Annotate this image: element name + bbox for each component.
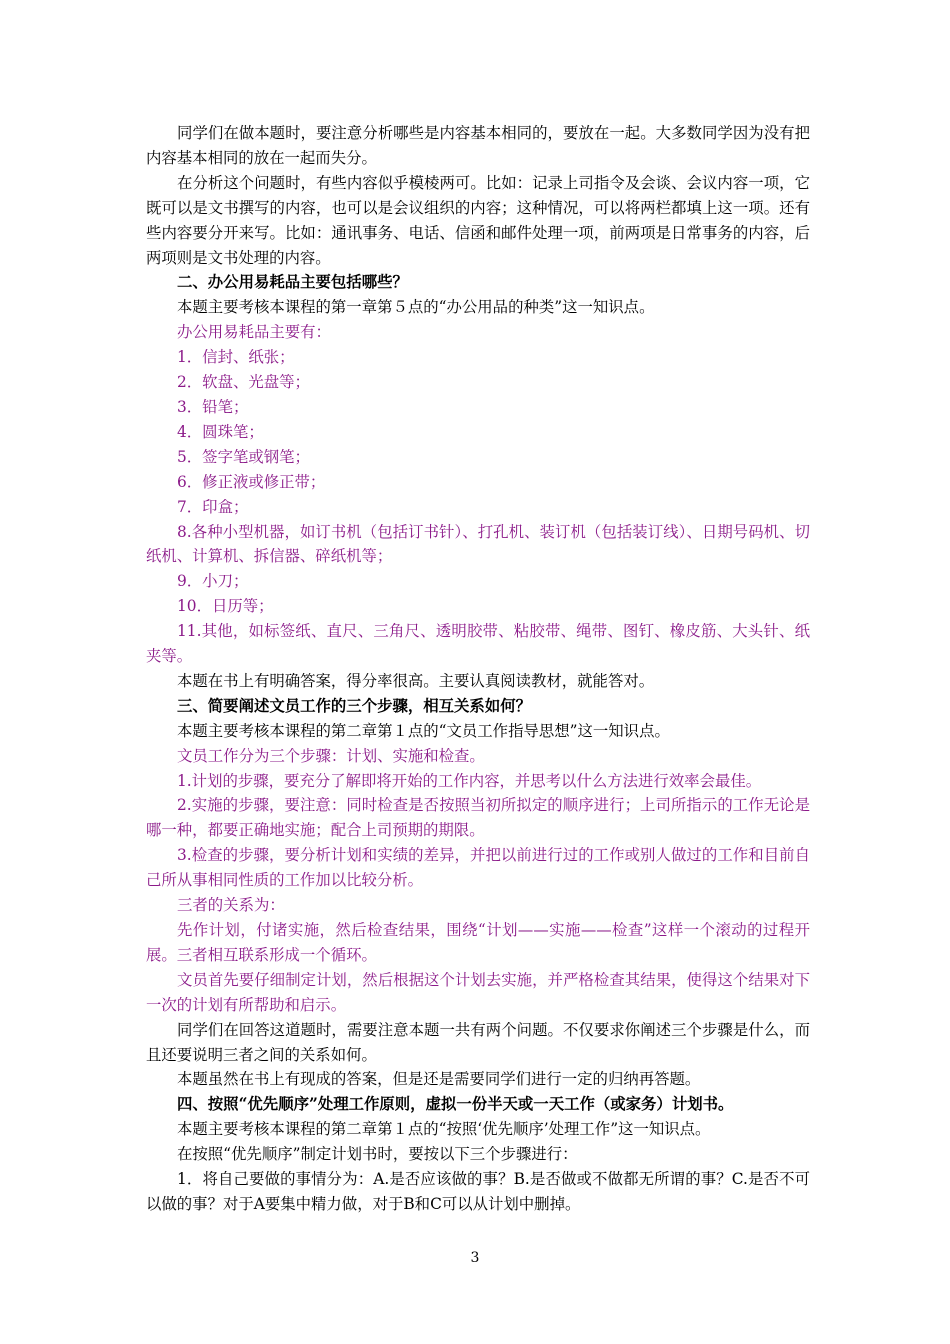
answer-list-item: 9．小刀； [177, 572, 249, 591]
answer-list-item: 3．铅笔； [177, 397, 249, 416]
answer-list-item: 1．信封、纸张； [177, 348, 295, 367]
answer-list-item: 8.各种小型机器，如订书机（包括订书针）、打孔机、装订机（包括装订线）、日期号码机、切纸机、计算机、拆信器、碎纸机等； [146, 522, 810, 566]
answer-list-item: 7．印盒； [177, 497, 249, 516]
page-number: 3 [470, 1250, 480, 1266]
paragraph: 同学们在做本题时，要注意分析哪些是内容基本相同的，要放在一起。大多数同学因为没有把内容基本相同的放在一起而失分。 [146, 124, 810, 167]
answer-list-item: 6．修正液或修正带； [177, 472, 326, 491]
answer-list-item: 4．圆珠笔； [177, 422, 264, 441]
answer-list-item: 2.实施的步骤，要注意：同时检查是否按照当初所拟定的顺序进行；上司所指示的工作无论是哪一种，都要正确地实施；配合上司预期的期限。 [146, 796, 810, 840]
answer-list-item: 10．日历等； [177, 597, 274, 616]
paragraph: 同学们在回答这道题时，需要注意本题一共有两个问题。不仅要求你阐述三个步骤是什么，而且还要说明三者之间的关系如何。 [146, 1020, 810, 1064]
paragraph: 在分析这个问题时，有些内容似乎模棱两可。比如：记录上司指令及会谈、会议内容一项，它既可以是文书撰写的内容，也可以是会议组织的内容；这种情况，可以将两栏都填上这一项。还有些内容要分开来写。比如：通讯事务、电话、信函和邮件处理一项，前两项是日常事务的内容，后两项则是文书处理的内容。 [146, 173, 810, 267]
paragraph: 1．将自己要做的事情分为：A.是否应该做的事？B.是否做或不做都无所谓的事？C.是否不可以做的事？对于A要集中精力做，对于B和C可以从计划中删掉。 [146, 1170, 810, 1213]
answer-line: 办公用易耗品主要有： [177, 323, 331, 342]
paragraph: 本题主要考核本课程的第二章第１点的“按照‘优先顺序’处理工作”这一知识点。 [177, 1120, 711, 1139]
answer-line: 文员首先要仔细制定计划，然后根据这个计划去实施，并严格检查其结果，使得这个结果对下一次的计划有所帮助和启示。 [146, 970, 810, 1014]
answer-list-item: 3.检查的步骤，要分析计划和实绩的差异，并把以前进行过的工作或别人做过的工作和目前自己所从事相同性质的工作加以比较分析。 [146, 846, 810, 890]
answer-list-item: 2．软盘、光盘等； [177, 373, 310, 392]
answer-line: 先作计划，付诸实施，然后检查结果，围绕“计划——实施——检查”这样一个滚动的过程开展。三者相互联系形成一个循环。 [146, 921, 810, 964]
section-heading: 三、简要阐述文员工作的三个步骤，相互关系如何？ [177, 696, 531, 715]
answer-line: 三者的关系为： [177, 896, 285, 915]
answer-list-item: 1.计划的步骤，要充分了解即将开始的工作内容，并思考以什么方法进行效率会最佳。 [177, 771, 762, 790]
paragraph: 本题主要考核本课程的第一章第５点的“办公用品的种类”这一知识点。 [177, 298, 655, 317]
section-heading: 二、办公用易耗品主要包括哪些？ [177, 273, 408, 292]
page-body [146, 121, 810, 1217]
answer-list-item: 5．签字笔或钢笔； [177, 447, 310, 466]
answer-list-item: 11.其他，如标签纸、直尺、三角尺、透明胶带、粘胶带、绳带、图钉、橡皮筋、大头针、纸夹等。 [146, 622, 810, 666]
answer-line: 文员工作分为三个步骤：计划、实施和检查。 [177, 746, 485, 765]
paragraph: 本题虽然在书上有现成的答案，但是还是需要同学们进行一定的归纳再答题。 [177, 1070, 701, 1089]
paragraph: 在按照“优先顺序”制定计划书时，要按以下三个步骤进行： [177, 1145, 578, 1164]
section-heading: 四、按照“优先顺序”处理工作原则，虚拟一份半天或一天工作（或家务）计划书。 [177, 1095, 734, 1114]
paragraph: 本题主要考核本课程的第二章第１点的“文员工作指导思想”这一知识点。 [177, 721, 670, 740]
paragraph: 本题在书上有明确答案，得分率很高。主要认真阅读教材，就能答对。 [177, 671, 655, 690]
